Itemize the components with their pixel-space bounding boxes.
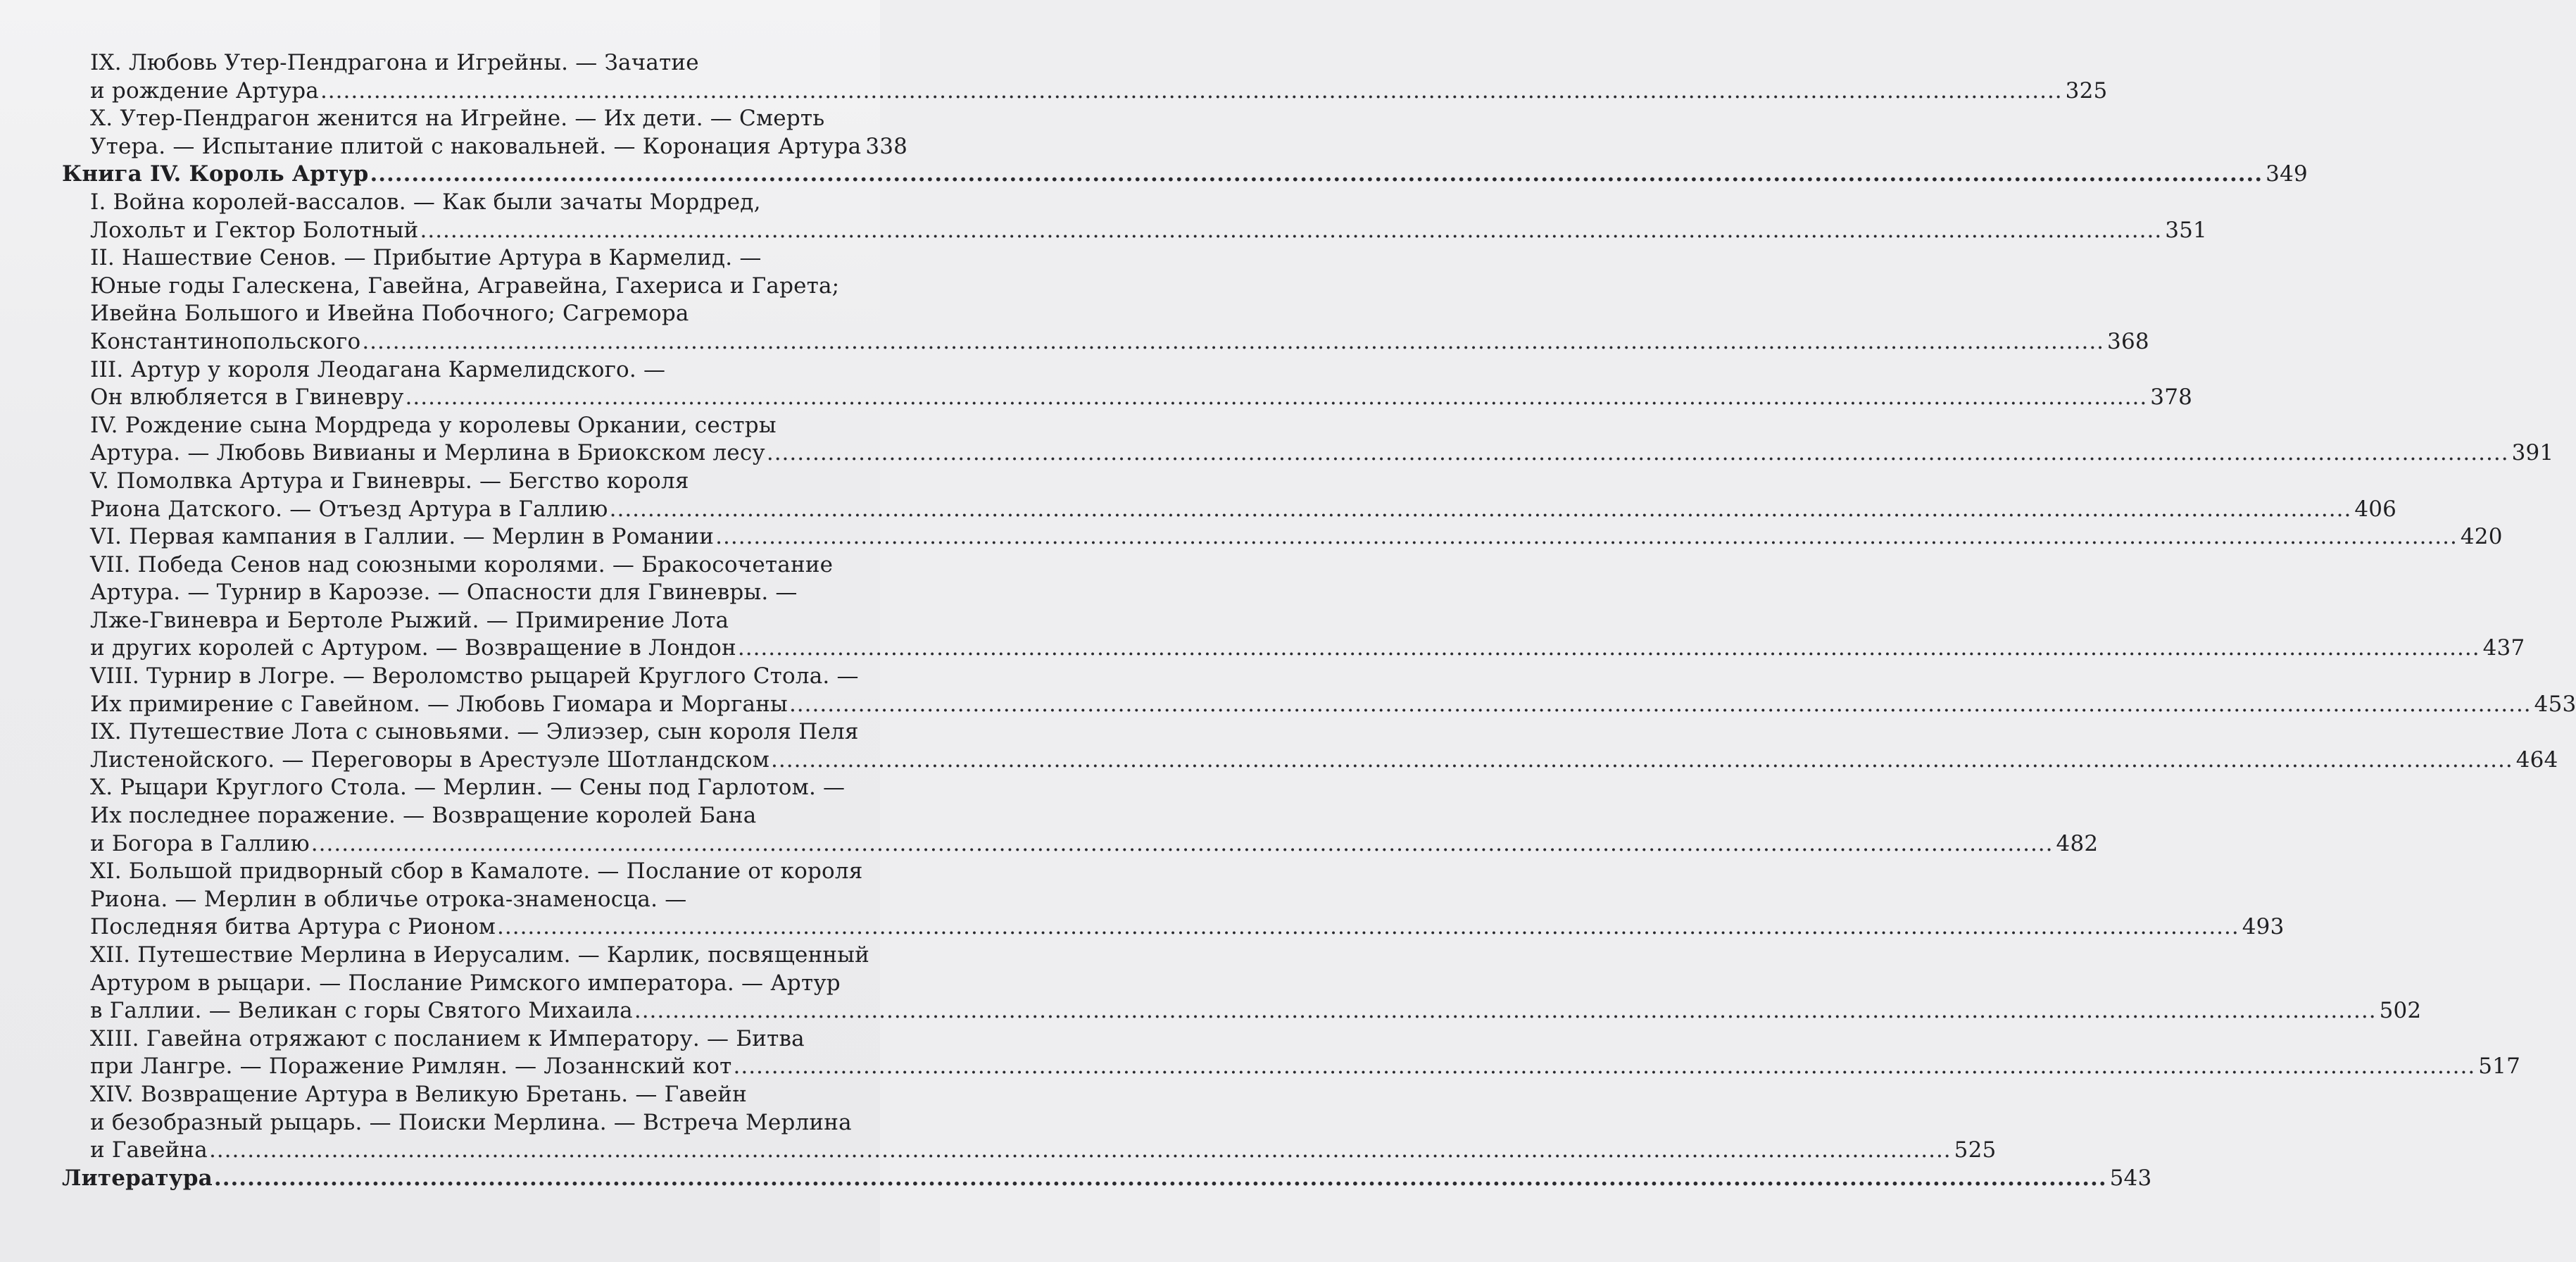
toc-entry-line: и рождение Артура [90,77,319,104]
dot-leader [420,217,2162,245]
dot-leader [738,635,2480,663]
page-number: 391 [2511,440,2554,466]
book-title: Книга IV. Король Артур [62,161,369,187]
toc-entry-line: X. Рыцари Круглого Стола. — Мерлин. — Сены под Гарлотом. — [90,775,846,801]
dot-leader [214,1165,2107,1193]
page-number: 349 [2266,161,2308,187]
toc-entry [62,468,2397,523]
dot-leader [311,830,2054,858]
toc-entry-line: Их примирение с Гавейном. — Любовь Гиомара и Морганы [90,691,788,717]
table-of-contents [62,49,2576,1192]
toc-entry-line: при Лангре. — Поражение Римлян. — Лозаннский кот [90,1054,732,1080]
toc-entry-line: и других королей с Артуром. — Возвращение в Лондон [90,635,736,661]
toc-entry-line: Константинопольского [90,328,361,354]
toc-entry-line: Артура. — Любовь Вивианы и Мерлина в Бриокском лесу [90,440,765,466]
dot-leader [370,161,2263,189]
toc-entry-line: Артуром в рыцари. — Послание Римского императора. — Артур [90,970,841,996]
toc-entry [62,244,2149,356]
toc-entry-line: V. Помолвка Артура и Гвиневры. — Бегство короля [90,468,689,494]
toc-entry-line: Последняя битва Артура с Рионом [90,914,496,940]
dot-leader [320,77,2063,106]
page-number: 502 [2379,998,2422,1024]
toc-entry-line: Риона. — Мерлин в обличье отрока-знаменосца. — [90,886,687,912]
toc-entry-line: IX. Путешествие Лота с сыновьями. — Элиэзер, сын короля Пеля [90,719,859,745]
toc-entry-line: I. Война королей-вассалов. — Как были зачаты Мордред, [90,189,761,215]
dot-leader [715,523,2458,551]
toc-entry [62,858,2285,942]
toc-entry [62,942,2422,1025]
toc-entry [62,551,2525,663]
page-number: 325 [2065,77,2108,104]
toc-entry-line: Ивейна Большого и Ивейна Побочного; Сагремора [90,301,689,327]
dot-leader [767,439,2509,468]
dot-leader [497,913,2239,942]
toc-entry-line: Артура. — Турнир в Кароэзе. — Опасности для Гвиневры. — [90,580,798,606]
toc-entry-line: II. Нашествие Сенов. — Прибытие Артура в Кармелид. — [90,245,762,271]
page-number: 368 [2107,328,2149,354]
toc-entry-line: и Богора в Галлию [90,830,310,856]
toc-literature [62,1165,2152,1193]
dot-leader [771,746,2513,775]
toc-entry-line: Утера. — Испытание плитой с наковальней. — Коронация Артура [90,133,862,159]
literature-title: Литература [62,1165,213,1191]
toc-entry-line: Риона Датского. — Отъезд Артура в Галлию [90,496,608,522]
dot-leader [734,1053,2476,1081]
toc-entry-ix-prev [62,49,2108,105]
toc-entry [62,718,2558,774]
toc-entry-line: Их последнее поражение. — Возвращение королей Бана [90,803,757,829]
toc-entry-line: Лже-Гвиневра и Бертоле Рыжий. — Примирение Лота [90,607,729,633]
toc-entry [62,1081,1997,1165]
toc-entry-line: VII. Победа Сенов над союзными королями. — Бракосочетание [90,551,834,577]
toc-entry-line: XI. Большой придворный сбор в Камалоте. — Послание от короля [90,858,863,885]
toc-entry [62,774,2099,858]
page-number: 464 [2515,746,2558,773]
page-number: 406 [2354,496,2397,522]
toc-entry-line: XII. Путешествие Мерлина в Иерусалим. — Карлик, посвященный [90,942,870,968]
toc-entry [62,356,2193,412]
toc-entry [62,1025,2520,1081]
page-number: 420 [2460,524,2503,550]
toc-entry-line: VI. Первая кампания в Галлии. — Мерлин в Романии [90,524,715,550]
toc-book-iv [62,161,2308,189]
page-number: 351 [2165,217,2207,243]
dot-leader [406,384,2148,412]
toc-entry [62,412,2554,468]
page-number: 338 [865,133,908,159]
toc-entry-line: и безобразный рыцарь. — Поиски Мерлина. — Встреча Мерлина [90,1109,852,1135]
page-number: 378 [2150,385,2193,411]
toc-entry-line: VIII. Турнир в Логре. — Вероломство рыцарей Круглого Стола. — [90,663,859,689]
dot-leader [789,691,2532,719]
page-number: 517 [2478,1054,2520,1080]
toc-entry-line: Юные годы Галескена, Гавейна, Агравейна, Гахериса и Гарета; [90,273,840,299]
toc-entry-line: в Галлии. — Великан с горы Святого Михаила [90,998,633,1024]
toc-entry-line: III. Артур у короля Леодагана Кармелидского. — [90,356,666,382]
toc-entry-line: IV. Рождение сына Мордреда у королевы Оркании, сестры [90,412,777,438]
page-number: 525 [1954,1137,1997,1163]
toc-entry-line: XIV. Возвращение Артура в Великую Бретань. — Гавейн [90,1081,747,1107]
dot-leader [209,1137,1952,1165]
dot-leader [362,328,2104,356]
toc-entry-x-prev [62,105,908,161]
toc-entry-line: и Гавейна [90,1137,208,1163]
page-number: 453 [2534,691,2576,717]
page-number: 543 [2109,1165,2152,1191]
toc-entry-line: XIII. Гавейна отряжают с посланием к Императору. — Битва [90,1025,805,1051]
toc-entry-line: Он влюбляется в Гвиневру [90,385,404,411]
toc-entry [62,523,2503,551]
toc-entry-line: Лохольт и Гектор Болотный [90,217,419,243]
toc-entry [62,663,2576,718]
dot-leader [634,997,2377,1025]
toc-entry-line: IX. Любовь Утер-Пендрагона и Игрейны. — Зачатие [90,50,699,75]
toc-entry-line: X. Утер-Пендрагон женится на Игрейне. — Их дети. — Смерть [90,106,825,132]
toc-entry-line: Листенойского. — Переговоры в Арестуэле Шотландском [90,746,770,773]
page-number: 482 [2056,830,2099,856]
chapter-list [62,189,2576,1165]
toc-entry [62,189,2207,244]
page-number: 493 [2242,914,2285,940]
page-number: 437 [2482,635,2525,661]
dot-leader [610,496,2352,524]
